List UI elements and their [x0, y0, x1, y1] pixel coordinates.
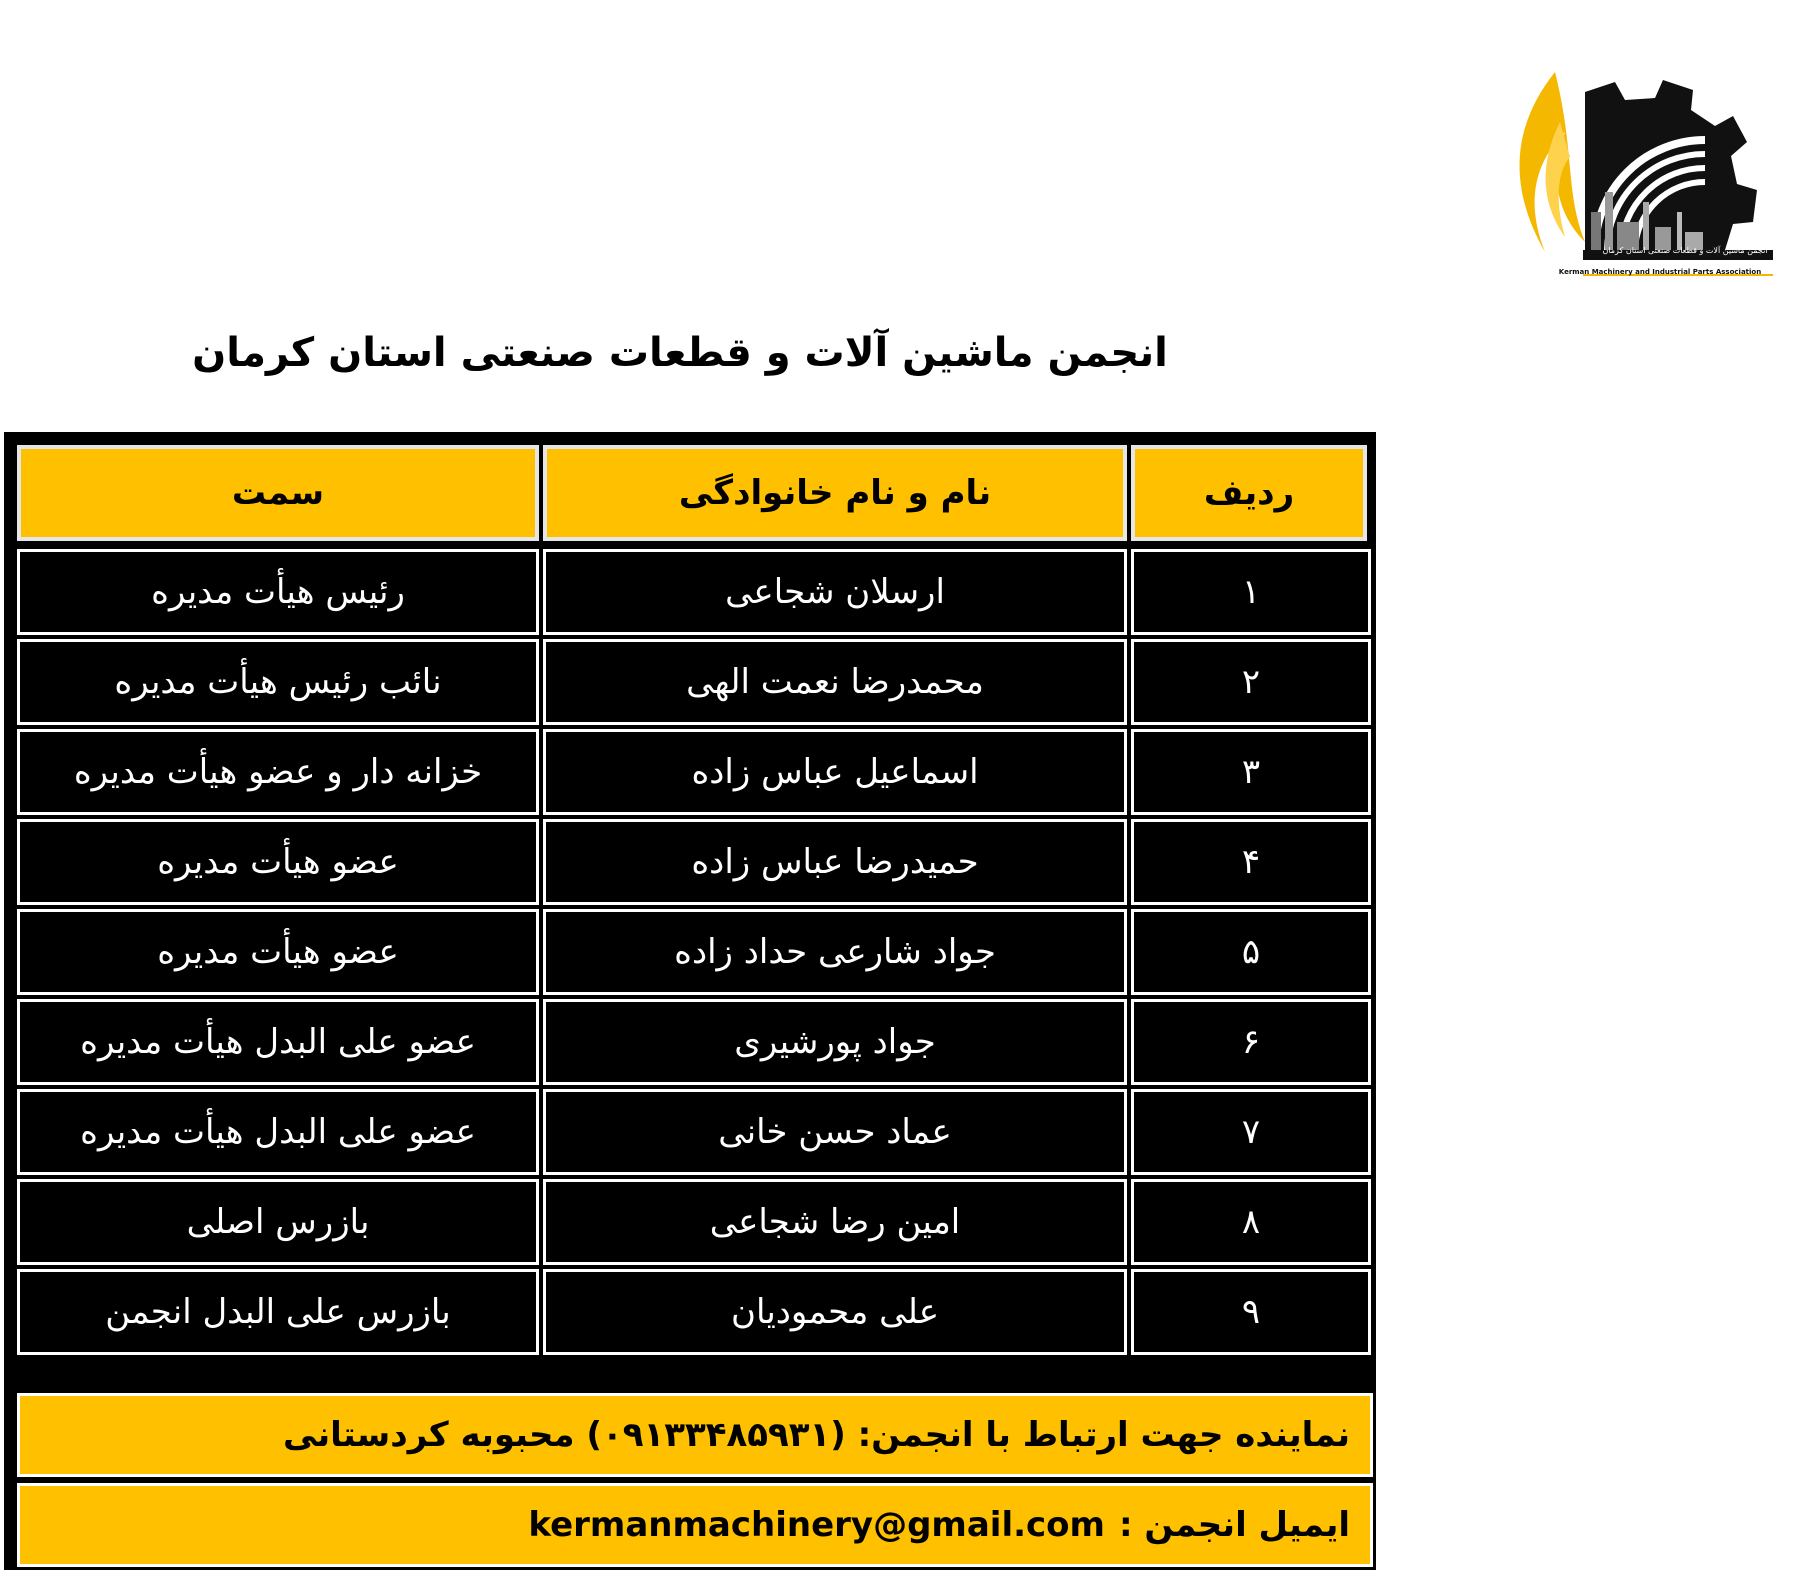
cell-position: عضو هیأت مدیره: [17, 909, 539, 995]
cell-row-number: ۳: [1131, 729, 1371, 815]
cell-position: خزانه دار و عضو هیأت مدیره: [17, 729, 539, 815]
cell-row-number: ۲: [1131, 639, 1371, 725]
cell-position: نائب رئیس هیأت مدیره: [17, 639, 539, 725]
email-link[interactable]: kermanmachinery@gmail.com: [528, 1505, 1105, 1545]
email-label: ایمیل انجمن :: [1118, 1505, 1350, 1545]
cell-position: عضو علی البدل هیأت مدیره: [17, 1089, 539, 1175]
cell-name: جواد شارعی حداد زاده: [543, 909, 1127, 995]
logo-caption-fa: انجمن ماشین آلات و قطعات صنعتی استان کرمان: [1602, 246, 1768, 255]
cell-position: عضو علی البدل هیأت مدیره: [17, 999, 539, 1085]
gear-flame-logo-icon: [1495, 62, 1775, 322]
cell-position: بازرس اصلی: [17, 1179, 539, 1265]
cell-name: اسماعیل عباس زاده: [543, 729, 1127, 815]
cell-name: ارسلان شجاعی: [543, 549, 1127, 635]
header-row-number: ردیف: [1131, 445, 1367, 541]
cell-name: عماد حسن خانی: [543, 1089, 1127, 1175]
board-members-table: [4, 432, 1376, 1570]
cell-row-number: ۵: [1131, 909, 1371, 995]
association-logo: [1495, 62, 1775, 322]
page-title: انجمن ماشین آلات و قطعات صنعتی استان کرمان: [192, 330, 1168, 376]
cell-row-number: ۴: [1131, 819, 1371, 905]
email-row: [17, 1483, 1373, 1567]
cell-row-number: ۹: [1131, 1269, 1371, 1355]
contact-text: نماینده جهت ارتباط با انجمن: (۰۹۱۳۳۴۸۵۹۳۱) محبوبه کردستانی: [283, 1415, 1350, 1455]
cell-name: علی محمودیان: [543, 1269, 1127, 1355]
header-name: نام و نام خانوادگی: [543, 445, 1127, 541]
contact-row: [17, 1393, 1373, 1477]
cell-name: حمیدرضا عباس زاده: [543, 819, 1127, 905]
cell-name: امین رضا شجاعی: [543, 1179, 1127, 1265]
cell-row-number: ۶: [1131, 999, 1371, 1085]
cell-row-number: ۱: [1131, 549, 1371, 635]
cell-row-number: ۷: [1131, 1089, 1371, 1175]
cell-position: عضو هیأت مدیره: [17, 819, 539, 905]
logo-caption-en: Kerman Machinery and Industrial Parts Association: [1558, 268, 1762, 276]
cell-name: جواد پورشیری: [543, 999, 1127, 1085]
header-position: سمت: [17, 445, 539, 541]
cell-name: محمدرضا نعمت الهی: [543, 639, 1127, 725]
cell-position: رئیس هیأت مدیره: [17, 549, 539, 635]
cell-position: بازرس علی البدل انجمن: [17, 1269, 539, 1355]
cell-row-number: ۸: [1131, 1179, 1371, 1265]
